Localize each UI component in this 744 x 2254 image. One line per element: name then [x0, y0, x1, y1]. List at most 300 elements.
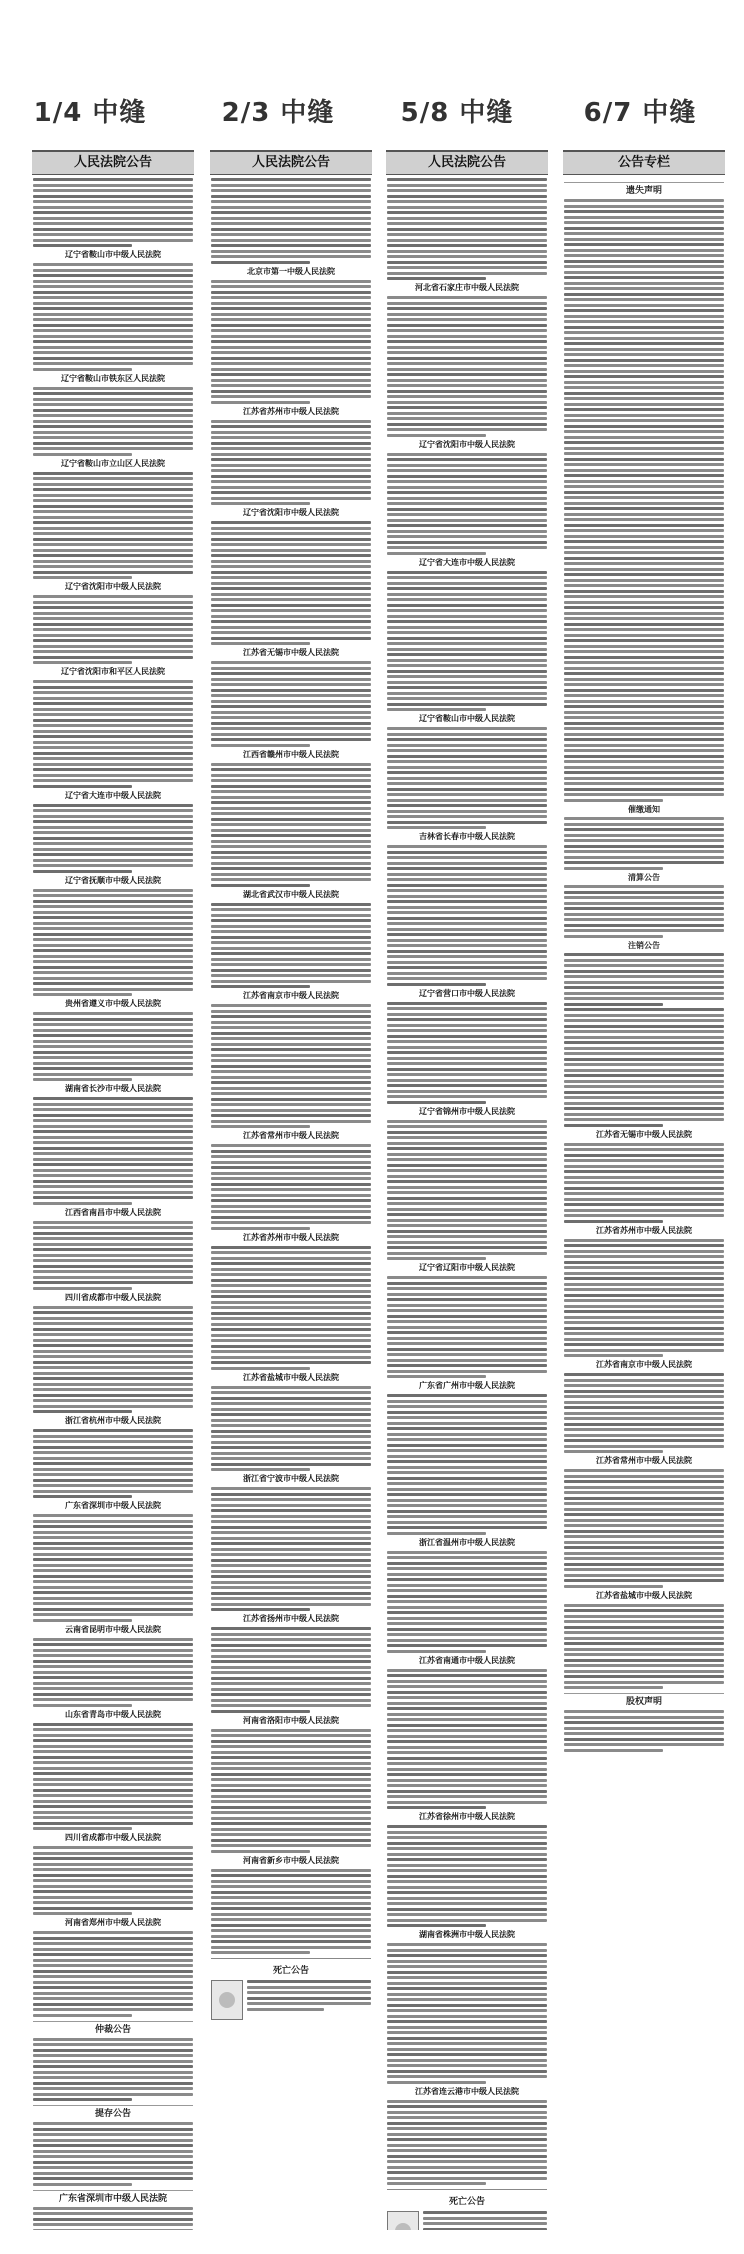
text-line — [564, 1148, 724, 1151]
text-line — [387, 2100, 547, 2103]
text-line — [211, 1924, 371, 1927]
text-line — [211, 1666, 371, 1669]
text-line — [423, 2222, 547, 2225]
text-line — [387, 966, 547, 969]
text-line — [564, 1653, 724, 1656]
text-line — [33, 1597, 193, 1600]
text-line — [211, 1907, 371, 1910]
text-line — [33, 200, 193, 203]
text-line — [33, 1896, 193, 1899]
text-line — [211, 1144, 371, 1147]
text-line — [387, 1515, 547, 1518]
text-block — [211, 1144, 371, 1230]
text-line — [387, 1411, 547, 1414]
text-line — [387, 307, 547, 310]
text-line — [211, 1918, 371, 1921]
text-line — [564, 408, 724, 411]
text-line — [387, 1847, 547, 1850]
text-line — [33, 2082, 193, 2085]
court-notice — [387, 296, 547, 450]
text-line — [211, 1290, 371, 1293]
text-line — [211, 1317, 371, 1320]
court-name: 江苏省无锡市中级人民法院 — [596, 1129, 692, 1139]
text-line — [33, 516, 193, 519]
text-block — [33, 1306, 193, 1414]
text-line — [211, 1575, 371, 1578]
text-line — [387, 845, 547, 848]
text-line — [387, 1724, 547, 1727]
text-line — [33, 1750, 193, 1753]
text-line — [211, 1833, 371, 1836]
text-line — [211, 329, 371, 332]
text-line — [33, 1520, 193, 1523]
text-line — [211, 390, 371, 393]
text-line — [33, 1846, 193, 1849]
text-line — [211, 604, 371, 607]
court-name: 辽宁省沈阳市和平区人民法院 — [61, 667, 165, 676]
text-line — [387, 862, 547, 865]
text-line — [211, 733, 371, 736]
court-name: 江苏省南京市中级人民法院 — [596, 1360, 692, 1369]
text-line — [33, 1372, 193, 1375]
text-line — [211, 1098, 371, 1101]
text-line — [211, 1839, 371, 1842]
text-line — [387, 266, 547, 269]
text-line — [564, 1321, 724, 1324]
text-line — [564, 480, 724, 483]
text-line — [564, 1469, 724, 1472]
text-line — [33, 757, 193, 760]
text-line — [564, 694, 724, 697]
text-line — [211, 1026, 371, 1029]
text-line — [33, 1377, 193, 1380]
text-line — [33, 1676, 193, 1679]
text-line — [387, 1567, 547, 1570]
text-line — [211, 763, 371, 766]
text-line — [33, 1879, 193, 1882]
text-line — [211, 1065, 371, 1068]
text-line — [33, 864, 193, 867]
text-line — [564, 1552, 724, 1555]
text-line — [564, 1384, 724, 1387]
text-line — [564, 760, 724, 763]
text-line — [387, 1213, 547, 1216]
text-line — [387, 2116, 547, 2119]
text-line — [211, 694, 371, 697]
text-line — [564, 1395, 724, 1398]
text-line — [211, 1037, 371, 1040]
text-line — [211, 1441, 371, 1444]
text-line — [33, 1654, 193, 1657]
text-line — [564, 1568, 724, 1571]
court-name: 江苏省扬州市中级人民法院 — [243, 1614, 339, 1623]
text-line — [33, 1018, 193, 1021]
text-line — [564, 722, 724, 725]
text-line — [33, 233, 193, 236]
text-line — [564, 845, 724, 848]
text-line — [211, 285, 371, 288]
text-line — [564, 1102, 724, 1105]
text-line — [387, 1680, 547, 1683]
notice-list — [210, 175, 372, 2020]
text-line — [211, 667, 371, 670]
text-line — [387, 1943, 547, 1946]
text-line — [211, 823, 371, 826]
text-line — [387, 1611, 547, 1614]
text-line — [211, 1419, 371, 1422]
text-line — [211, 1850, 310, 1853]
text-line — [211, 1150, 371, 1153]
text-line — [387, 1466, 547, 1469]
text-line — [211, 373, 371, 376]
text-line — [33, 2008, 193, 2011]
text-line — [33, 291, 193, 294]
text-line — [211, 1951, 310, 1954]
court-notice — [33, 1638, 193, 1720]
text-line — [387, 2138, 547, 2141]
text-line — [564, 992, 724, 995]
text-line — [33, 826, 193, 829]
text-line — [387, 1729, 547, 1732]
text-line — [387, 972, 547, 975]
text-line — [33, 804, 193, 807]
text-line — [387, 821, 547, 824]
text-line — [33, 2060, 193, 2063]
text-line — [387, 727, 547, 730]
text-line — [387, 708, 486, 711]
text-block — [211, 763, 371, 887]
text-line — [564, 227, 724, 230]
text-line — [564, 348, 724, 351]
text-line — [211, 1633, 371, 1636]
court-name: 辽宁省抚顺市中级人民法院 — [65, 875, 161, 885]
text-line — [387, 653, 547, 656]
notice-column-3 — [386, 150, 548, 2230]
text-line — [33, 2144, 193, 2147]
text-line — [33, 820, 193, 823]
text-line — [387, 2026, 547, 2029]
court-name: 辽宁省营口市中级人民法院 — [419, 988, 515, 998]
text-line — [564, 458, 724, 461]
text-line — [33, 1547, 193, 1550]
text-line — [387, 1304, 547, 1307]
court-notice — [211, 1487, 371, 1624]
text-block — [33, 1221, 193, 1290]
text-line — [33, 2155, 193, 2158]
text-line — [387, 1359, 547, 1362]
text-line — [33, 499, 193, 502]
text-block — [387, 1669, 547, 1810]
text-line — [211, 1762, 371, 1765]
text-line — [564, 282, 724, 285]
text-line — [564, 265, 724, 268]
text-line — [33, 302, 193, 305]
text-line — [211, 1059, 371, 1062]
text-line — [33, 1287, 132, 1290]
text-line — [387, 826, 486, 829]
text-line — [211, 807, 371, 810]
text-line — [387, 697, 547, 700]
court-name: 辽宁省辽阳市中级人民法院 — [419, 1263, 515, 1272]
text-line — [33, 1125, 193, 1128]
text-line — [33, 307, 193, 310]
text-line — [33, 971, 193, 974]
text-line — [564, 896, 724, 899]
text-line — [211, 464, 371, 467]
text-line — [387, 453, 547, 456]
text-line — [387, 582, 547, 585]
court-notice — [387, 1551, 547, 1666]
text-line — [211, 346, 371, 349]
text-line — [387, 302, 547, 305]
text-line — [564, 293, 724, 296]
text-line — [211, 1048, 371, 1051]
text-line — [387, 1987, 547, 1990]
text-line — [211, 683, 371, 686]
text-line — [564, 430, 724, 433]
text-line — [387, 1449, 547, 1452]
text-line — [564, 1187, 724, 1190]
court-name: 江苏省无锡市中级人民法院 — [243, 648, 339, 657]
text-line — [387, 1084, 547, 1087]
text-line — [387, 1293, 547, 1296]
text-line — [33, 576, 132, 579]
column-heading-3: 5/8 中缝 — [400, 98, 514, 128]
text-line — [211, 1795, 371, 1798]
text-line — [33, 1964, 193, 1967]
text-line — [387, 1790, 547, 1793]
text-line — [387, 1079, 547, 1082]
text-line — [33, 1248, 193, 1251]
text-line — [33, 184, 193, 187]
text-line — [33, 1756, 193, 1759]
text-line — [33, 815, 193, 818]
text-line — [564, 205, 724, 208]
text-line — [564, 1299, 724, 1302]
text-line — [564, 1716, 724, 1719]
text-line — [211, 1323, 371, 1326]
text-line — [33, 982, 193, 985]
text-line — [387, 1444, 547, 1447]
text-line — [33, 1073, 193, 1076]
section-title: 仲裁公告 — [33, 2021, 193, 2036]
text-line — [564, 617, 724, 620]
text-line — [564, 634, 724, 637]
text-line — [33, 1034, 193, 1037]
text-line — [211, 1021, 371, 1024]
text-line — [33, 1114, 193, 1117]
text-line — [33, 1649, 193, 1652]
text-line — [387, 755, 547, 758]
text-line — [33, 195, 193, 198]
text-line — [564, 986, 724, 989]
text-line — [33, 329, 193, 332]
text-line — [564, 601, 724, 604]
text-line — [387, 587, 547, 590]
court-notice — [387, 1002, 547, 1117]
text-line — [387, 1532, 486, 1535]
court-notice — [33, 387, 193, 469]
text-line — [33, 1901, 193, 1904]
text-line — [33, 2049, 193, 2052]
text-line — [211, 744, 310, 747]
text-line — [387, 637, 547, 640]
text-line — [387, 900, 547, 903]
text-line — [387, 1095, 547, 1098]
text-line — [33, 628, 193, 631]
text-line — [387, 313, 547, 316]
text-line — [387, 1902, 547, 1905]
text-line — [387, 1337, 547, 1340]
text-line — [33, 645, 193, 648]
text-line — [33, 2076, 193, 2079]
text-line — [33, 1778, 193, 1781]
text-block — [211, 280, 371, 404]
text-line — [564, 678, 724, 681]
text-line — [33, 211, 193, 214]
text-line — [211, 1608, 310, 1611]
text-line — [387, 620, 547, 623]
text-line — [387, 2070, 547, 2073]
text-line — [387, 2020, 547, 2023]
text-line — [387, 1707, 547, 1710]
column-heading-4: 6/7 中缝 — [583, 98, 697, 128]
text-line — [33, 2183, 132, 2186]
text-line — [211, 637, 371, 640]
text-line — [33, 1067, 193, 1070]
text-line — [387, 1897, 547, 1900]
text-line — [33, 639, 193, 642]
court-name: 辽宁省锦州市中级人民法院 — [419, 1106, 515, 1116]
text-line — [211, 280, 371, 283]
text-line — [387, 541, 547, 544]
text-line — [387, 1400, 547, 1403]
text-line — [564, 1732, 724, 1735]
text-block — [387, 727, 547, 829]
text-line — [564, 1379, 724, 1382]
text-line — [33, 2038, 193, 2041]
text-block — [247, 1980, 371, 2011]
text-line — [211, 565, 371, 568]
text-line — [387, 867, 547, 870]
text-block — [423, 2211, 547, 2230]
text-line — [211, 261, 310, 264]
text-line — [564, 463, 724, 466]
text-line — [564, 935, 663, 938]
court-notice — [33, 1012, 193, 1094]
text-line — [33, 1553, 193, 1556]
text-line — [33, 269, 193, 272]
text-line — [211, 856, 371, 859]
text-line — [211, 200, 371, 203]
text-line — [33, 1827, 132, 1830]
text-line — [387, 434, 486, 437]
text-block — [33, 1723, 193, 1831]
obituary-text — [247, 1980, 371, 2013]
court-notice — [33, 804, 193, 886]
text-line — [387, 340, 547, 343]
text-line — [33, 1174, 193, 1177]
text-block — [33, 804, 193, 873]
text-line — [211, 818, 371, 821]
text-block — [564, 1143, 724, 1223]
text-line — [33, 1056, 193, 1059]
text-line — [564, 232, 724, 235]
text-line — [211, 1704, 371, 1707]
text-line — [387, 469, 547, 472]
text-line — [211, 980, 371, 983]
text-line — [33, 955, 193, 958]
court-notice — [387, 178, 547, 293]
text-line — [387, 1628, 547, 1631]
text-line — [564, 1113, 724, 1116]
text-line — [387, 1762, 547, 1765]
text-line — [564, 1294, 724, 1297]
text-line — [211, 1306, 371, 1309]
text-line — [211, 829, 371, 832]
text-line — [33, 1783, 193, 1786]
text-line — [387, 255, 547, 258]
text-line — [564, 918, 724, 921]
text-line — [387, 423, 547, 426]
text-line — [387, 1801, 547, 1804]
court-name: 北京市第一中级人民法院 — [247, 266, 335, 276]
text-line — [387, 261, 547, 264]
text-line — [33, 1885, 193, 1888]
text-line — [564, 1491, 724, 1494]
text-line — [387, 1971, 547, 1974]
text-line — [387, 228, 547, 231]
text-line — [387, 631, 547, 634]
text-line — [211, 549, 371, 552]
text-block — [33, 1097, 193, 1205]
text-line — [564, 1203, 724, 1206]
text-line — [33, 735, 193, 738]
text-line — [564, 1214, 724, 1217]
text-line — [33, 763, 193, 766]
text-line — [387, 1622, 547, 1625]
obituary-title: 死亡公告 — [272, 1966, 309, 1976]
text-line — [211, 1935, 371, 1938]
text-line — [564, 1165, 724, 1168]
text-line — [387, 1370, 547, 1373]
text-line — [387, 1526, 547, 1529]
text-line — [387, 1147, 547, 1150]
text-line — [387, 1090, 547, 1093]
court-notice — [211, 280, 371, 417]
text-line — [211, 620, 371, 623]
text-line — [33, 1317, 193, 1320]
text-line — [211, 774, 371, 777]
text-line — [564, 766, 724, 769]
text-line — [564, 1143, 724, 1146]
text-line — [33, 398, 193, 401]
text-line — [33, 1399, 193, 1402]
text-line — [211, 1457, 371, 1460]
text-line — [564, 309, 724, 312]
text-line — [387, 571, 547, 574]
text-line — [33, 1232, 193, 1235]
text-line — [564, 540, 724, 543]
text-line — [564, 513, 724, 516]
text-line — [33, 977, 193, 980]
text-line — [564, 799, 663, 802]
text-line — [387, 1136, 547, 1139]
court-name: 辽宁省沈阳市中级人民法院 — [243, 508, 339, 517]
text-line — [387, 1949, 547, 1952]
text-line — [33, 1237, 193, 1240]
text-line — [33, 1704, 132, 1707]
